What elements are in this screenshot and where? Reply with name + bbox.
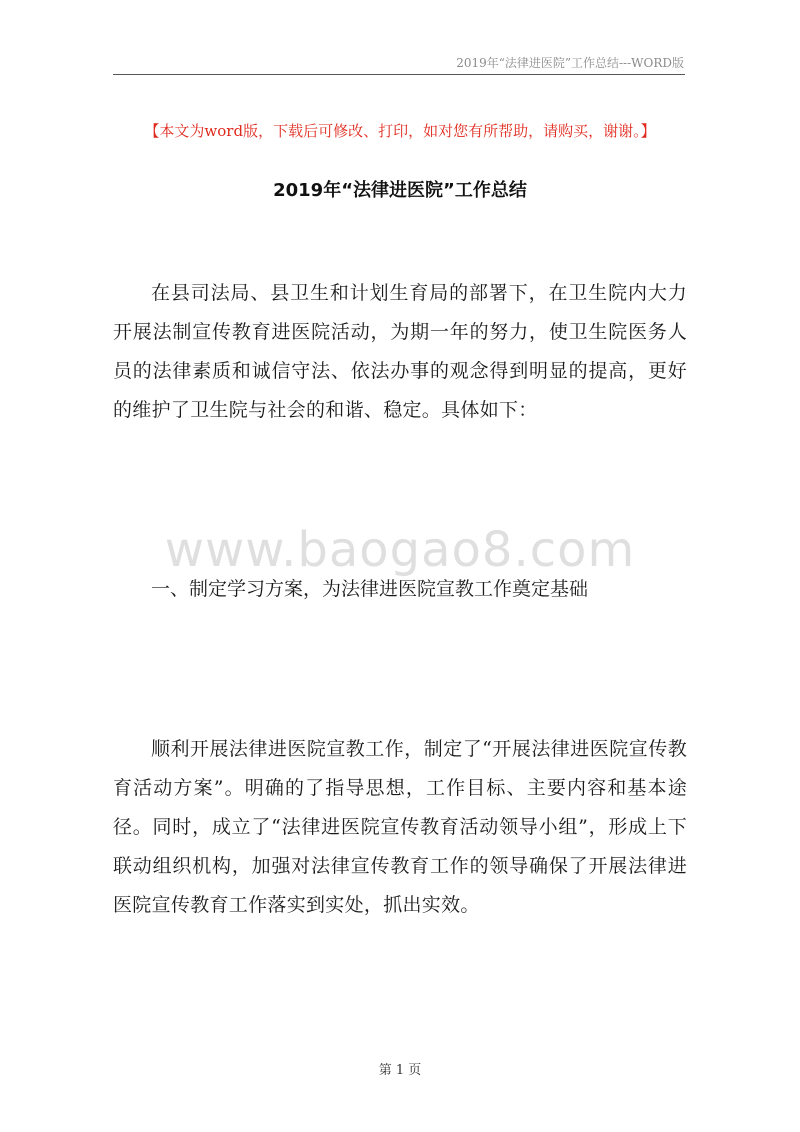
download-notice: 【本文为word版，下载后可修改、打印，如对您有所帮助，请购买，谢谢。】 [144, 122, 656, 140]
intro-paragraph: 在县司法局、县卫生和计划生育局的部署下，在卫生院内大力开展法制宣传教育进医院活动，为期一年的努力，使卫生院医务人员的法律素质和诚信守法、依法办事的观念得到明显的提高，更好的维护了卫生院与社会的和谐、稳定。具体如下： [113, 282, 687, 421]
page-number: 第 1 页 [378, 1063, 422, 1078]
running-header: 2019年“法律进医院”工作总结---WORD版 [456, 56, 684, 70]
document-title: 2019年“法律进医院”工作总结 [273, 180, 527, 201]
watermark: www.baogao8.com [164, 522, 636, 578]
section-heading: 一、制定学习方案，为法律进医院宣教工作奠定基础 [151, 578, 589, 600]
header-divider [113, 74, 685, 75]
section-paragraph: 顺利开展法律进医院宣教工作，制定了“开展法律进医院宣传教育活动方案”。明确的了指导思想，工作目标、主要内容和基本途径。同时，成立了“法律进医院宣传教育活动领导小组”，形成上下联动组织机构，加强对法律宣传教育工作的领导确保了开展法律进医院宣传教育工作落实到实处，抓出实效。 [113, 738, 687, 916]
